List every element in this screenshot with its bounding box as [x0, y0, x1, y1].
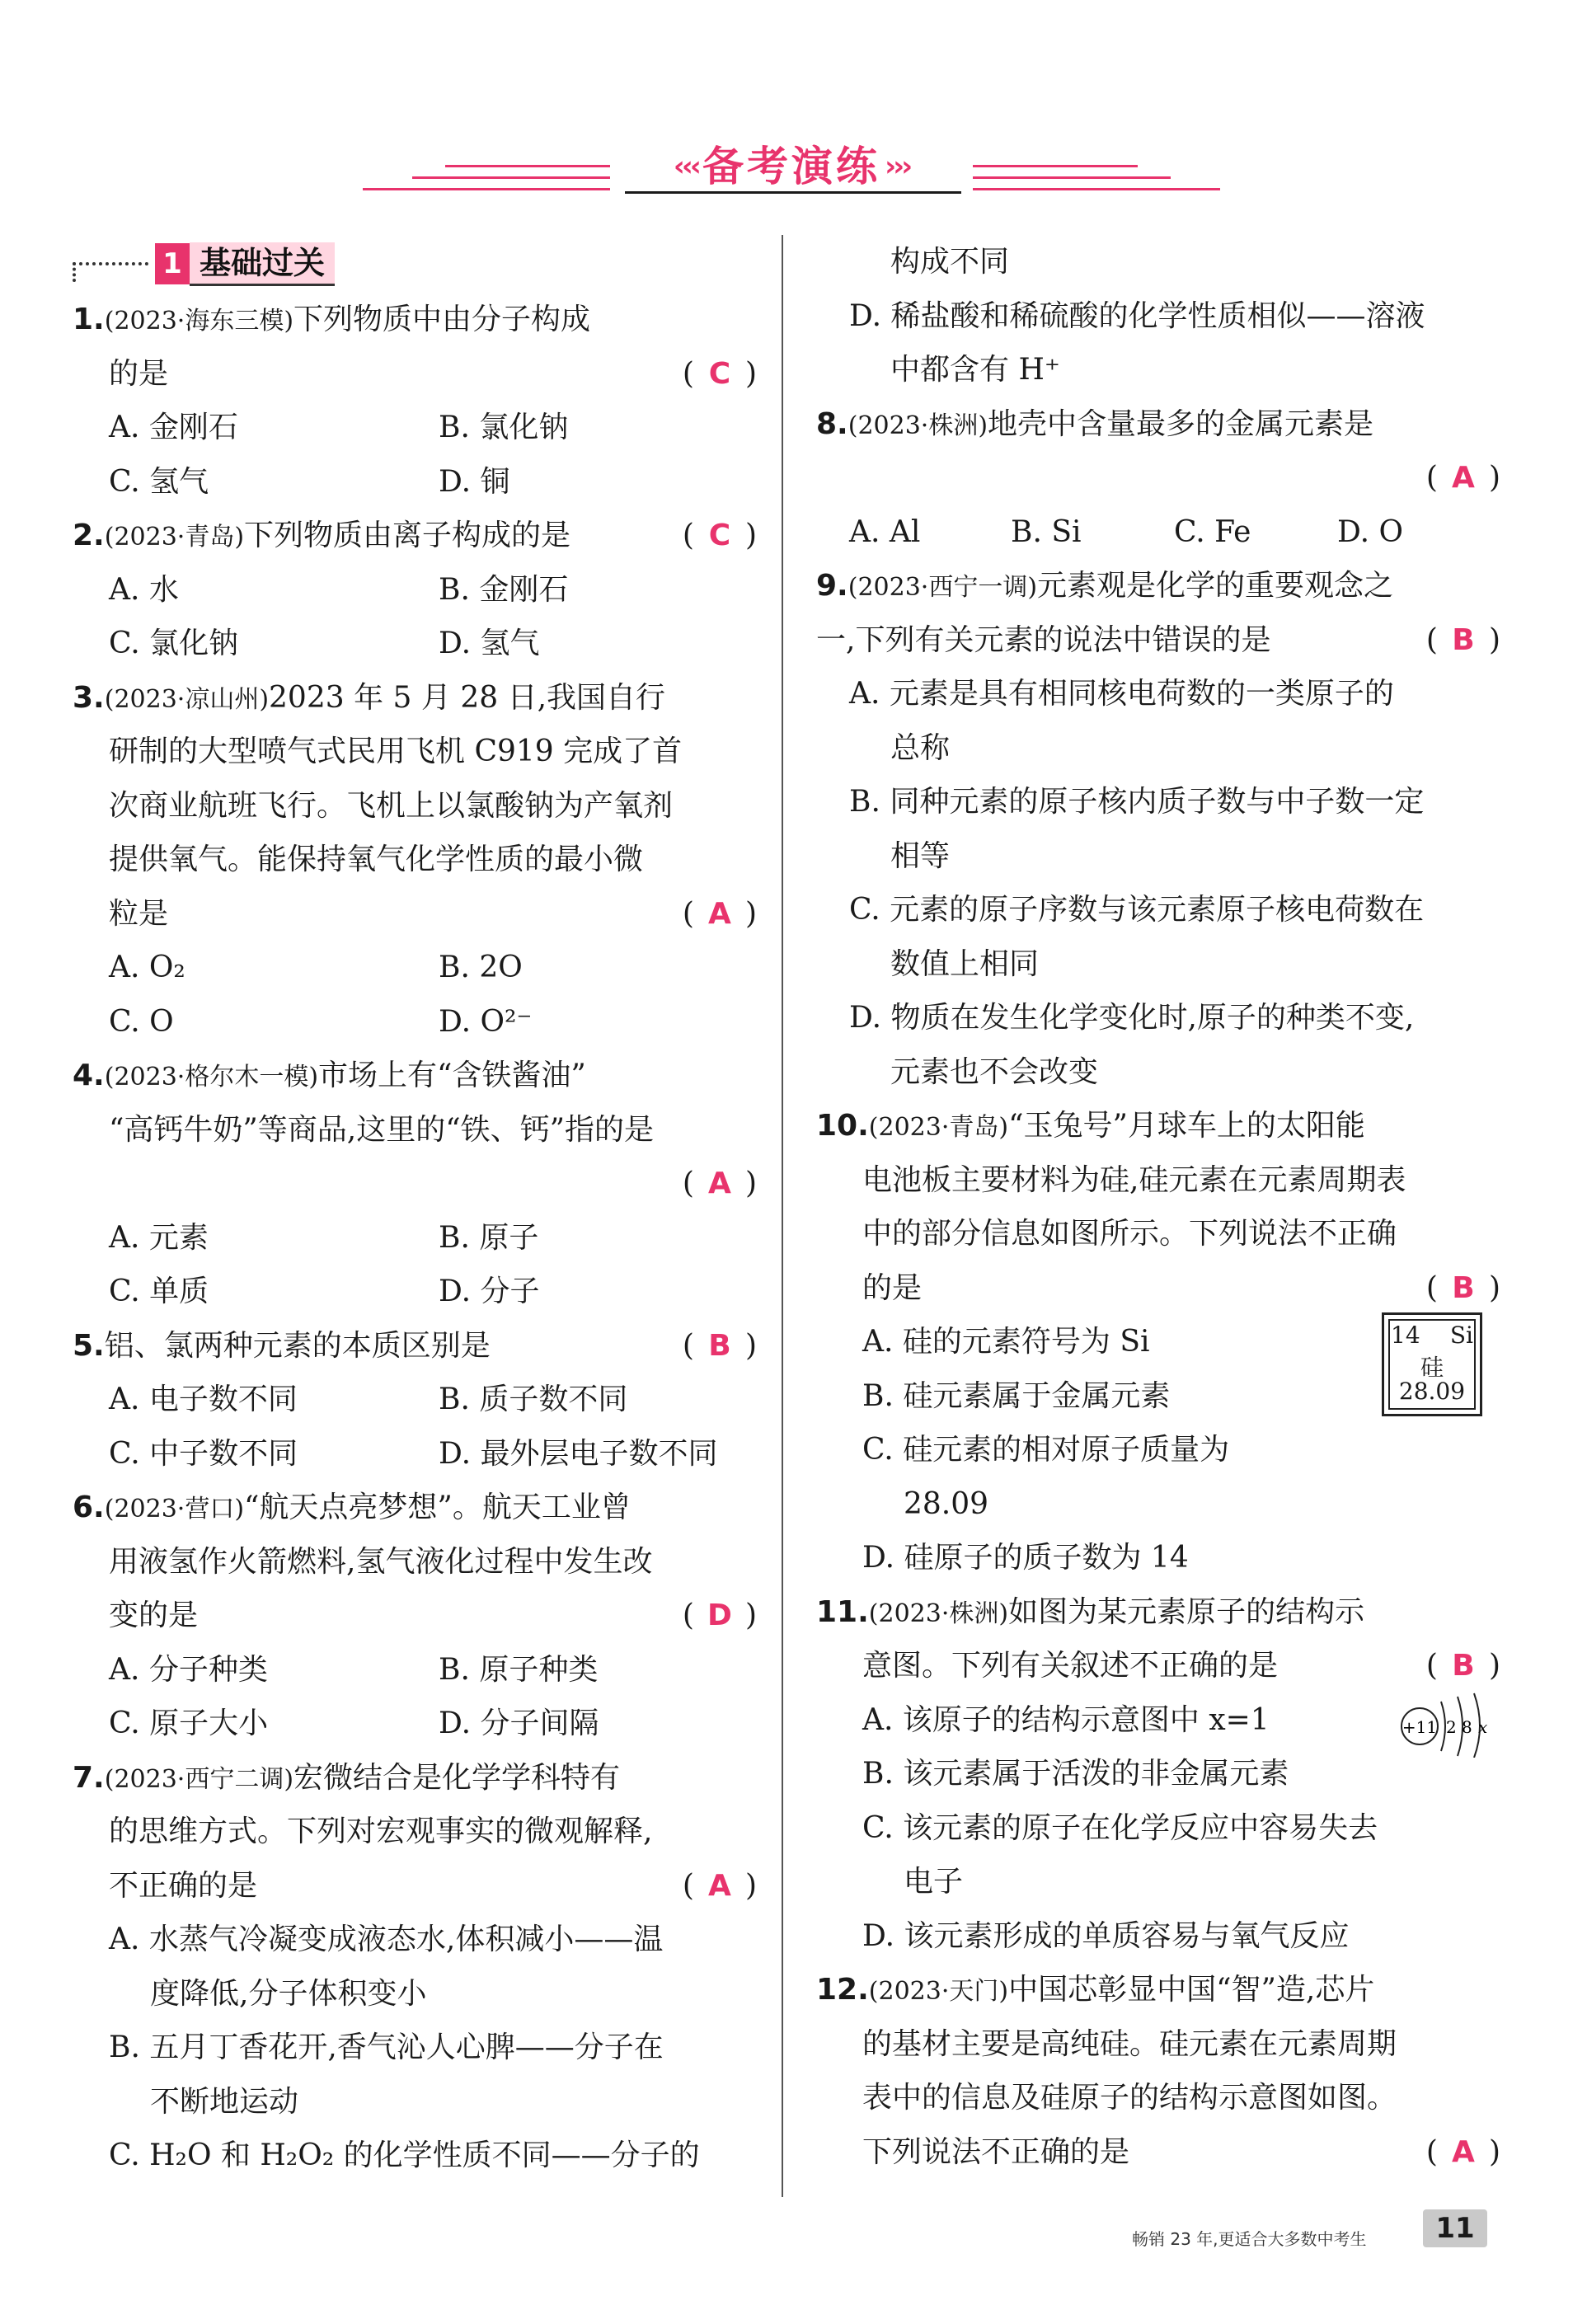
q7-line1: [73, 1751, 757, 1805]
question-source: (2023·营口): [104, 1495, 245, 1524]
question-text: “高钙牛奶”等商品,这里的“铁、钙”指的是: [109, 1112, 655, 1147]
question-number: 4.: [73, 1059, 105, 1092]
option-c-cont: 数值上相同: [890, 946, 1040, 981]
question-source: (2023·青岛): [104, 523, 245, 552]
option-a: A. Al: [849, 514, 921, 549]
question-text: 下列物质由离子构成的是: [244, 519, 571, 552]
question-number: 3.: [73, 680, 105, 715]
q4-options-ab: [73, 1211, 757, 1265]
question-text: 不正确的是: [109, 1868, 258, 1903]
option-c: C. 原子大小: [109, 1707, 269, 1740]
q9-line1: [816, 559, 1500, 613]
left-column: [73, 235, 757, 2183]
option-a-cont: 总称: [890, 730, 951, 765]
option-d: D. O: [1337, 514, 1403, 549]
option-c: C. 单质: [109, 1275, 209, 1308]
question-text: 变的是: [109, 1599, 199, 1632]
answer-letter: C: [708, 356, 731, 391]
answer-slot: ( A ): [683, 887, 757, 941]
question-source: (2023·凉山州): [104, 684, 270, 714]
answer-letter: B: [708, 1328, 731, 1363]
answer-slot: ( B ): [1426, 613, 1500, 668]
answer-letter: B: [1452, 1649, 1475, 1683]
option-d: D. 物质在发生化学变化时,原子的种类不变,: [849, 1001, 1415, 1035]
q10-line1: [816, 1099, 1500, 1153]
question-source: (2023·株洲): [847, 411, 988, 440]
q1-options-ab: [73, 401, 757, 455]
atomic-number: 14: [1391, 1322, 1420, 1349]
q9-option-d2: [816, 1045, 1500, 1100]
option-d: D. 最外层电子数不同: [439, 1436, 718, 1471]
question-source: (2023·株洲): [868, 1599, 1009, 1628]
option-d: D. 氢气: [439, 627, 540, 660]
option-d: D. 该元素形成的单质容易与氧气反应: [862, 1918, 1350, 1953]
option-a: A. 元素: [109, 1220, 209, 1255]
nucleus-charge: +11: [1402, 1717, 1438, 1737]
answer-letter: A: [708, 896, 731, 931]
q3-line5: [73, 887, 757, 941]
question-text: 意图。下列有关叙述不正确的是: [862, 1649, 1279, 1683]
q3-line4: [73, 833, 757, 887]
atom-structure-diagram: [1398, 1692, 1497, 1758]
question-text: 电池板主要材料为硅,硅元素在元素周期表: [862, 1162, 1406, 1197]
question-number: 11.: [816, 1594, 869, 1629]
question-source: (2023·西宁一调): [847, 573, 1038, 602]
question-number: 5.: [73, 1328, 105, 1363]
q11-line2: [816, 1639, 1500, 1693]
option-d: D. O²⁻: [439, 1004, 533, 1039]
option-a: A. 水: [109, 572, 179, 607]
option-d: D. 分子: [439, 1275, 540, 1308]
option-c: C. 硅元素的相对原子质量为: [862, 1433, 1230, 1467]
option-b: B. 氯化钠: [439, 411, 569, 444]
element-name: 硅: [1420, 1354, 1444, 1381]
q7-option-c2: [816, 235, 1500, 289]
periodic-element-box: [1382, 1312, 1482, 1416]
question-text: “玉兔号”月球车上的太阳能: [1008, 1109, 1365, 1143]
option-a: A. 该原子的结构示意图中 x=1: [862, 1702, 1270, 1737]
question-number: 8.: [816, 406, 848, 441]
answer-letter: B: [1452, 1270, 1475, 1305]
question-text: 的是: [109, 356, 169, 391]
q9-option-d1: [816, 991, 1500, 1045]
answer-slot: ( B ): [1426, 1639, 1500, 1693]
option-a: A. 金刚石: [109, 411, 238, 444]
q2-options-cd: [73, 617, 757, 671]
footer-slogan: 畅销 23 年,更适合大多数中考生: [1132, 2229, 1367, 2249]
q7-option-b2: [73, 2075, 757, 2129]
option-b-cont: 不断地运动: [150, 2084, 299, 2119]
question-text: 铝、氯两种元素的本质区别是: [104, 1328, 491, 1363]
atomic-mass: 28.09: [1398, 1378, 1466, 1405]
column-divider: [782, 235, 783, 2197]
q5-line1: [73, 1319, 757, 1373]
q7-option-c1: [73, 2129, 757, 2183]
q1-options-cd: [73, 455, 757, 509]
option-b: B. 同种元素的原子核内质子数与中子数一定: [849, 785, 1425, 819]
question-text: 的基材主要是高纯硅。硅元素在元素周期: [862, 2026, 1397, 2061]
question-text: 次商业航班飞行。飞机上以氯酸钠为产氧剂: [109, 788, 674, 823]
question-text: 的思维方式。下列对宏观事实的微观解释,: [109, 1815, 653, 1848]
q7-option-a2: [73, 1967, 757, 2021]
option-b: B. 2O: [439, 951, 523, 984]
q4-line3: [73, 1157, 757, 1211]
q9-option-c1: [816, 883, 1500, 937]
answer-slot: ( D ): [683, 1589, 757, 1643]
banner-title-wrap: [610, 140, 973, 198]
answer-letter: C: [708, 519, 731, 552]
chevron-left-icon: ‹‹‹: [673, 150, 698, 183]
question-text: “航天点亮梦想”。航天工业曾: [244, 1491, 631, 1524]
option-b: B. 质子数不同: [439, 1383, 628, 1416]
q1-line2: [73, 347, 757, 401]
option-c-cont: 电子: [904, 1865, 964, 1899]
question-text: 下列说法不正确的是: [862, 2134, 1130, 2169]
dotted-bracket-icon: [73, 262, 148, 282]
question-text: 的是: [862, 1270, 923, 1305]
question-text: 中的部分信息如图所示。下列说法不正确: [862, 1217, 1397, 1251]
option-d: D. 铜: [439, 464, 510, 499]
option-c: C. 中子数不同: [109, 1436, 298, 1471]
answer-letter: D: [707, 1599, 732, 1632]
answer-slot: ( B ): [1426, 1261, 1500, 1316]
q9-line2: [816, 613, 1500, 668]
option-b: B. 原子种类: [439, 1652, 599, 1687]
banner-title: 备考演练: [702, 143, 880, 190]
option-d-cont: 中都含有 H⁺: [890, 353, 1060, 387]
q1-line1: [73, 293, 757, 347]
answer-slot: ( C ): [683, 509, 757, 563]
q9-option-b2: [816, 829, 1500, 884]
option-b: B. Si: [1011, 514, 1082, 549]
q9-option-b1: [816, 775, 1500, 829]
q12-line3: [816, 2071, 1500, 2125]
question-text: 用液氢作火箭燃料,氢气液化过程中发生改: [109, 1544, 653, 1579]
question-number: 7.: [73, 1760, 105, 1795]
q11-option-d: [816, 1909, 1500, 1964]
option-d-cont: 元素也不会改变: [890, 1054, 1099, 1089]
q4-options-cd: [73, 1265, 757, 1319]
q6-options-cd: [73, 1697, 757, 1751]
option-c: C. Fe: [1174, 514, 1251, 549]
q3-options-cd: [73, 995, 757, 1049]
answer-letter: A: [708, 1167, 731, 1200]
option-b: B. 五月丁香花开,香气沁人心脾——分子在: [109, 2031, 664, 2064]
question-number: 1.: [73, 303, 105, 336]
option-c: C. O: [109, 1004, 174, 1039]
q10-line4: [816, 1261, 1500, 1316]
question-text: 提供氧气。能保持氧气化学性质的最小微: [109, 843, 644, 876]
q11-line1: [816, 1585, 1500, 1640]
q5-options-cd: [73, 1427, 757, 1481]
question-text: 市场上有“含铁酱油”: [318, 1059, 586, 1092]
option-b: B. 原子: [439, 1220, 539, 1255]
option-b: B. 硅元素属于金属元素: [862, 1378, 1171, 1413]
question-text: 地壳中含量最多的金属元素是: [988, 406, 1374, 441]
shell-3-electrons: x: [1478, 1717, 1488, 1737]
q8-options: [816, 505, 1500, 560]
q7-option-b1: [73, 2021, 757, 2075]
q2-line1: [73, 509, 757, 563]
option-c: C. H₂O 和 H₂O₂ 的化学性质不同——分子的: [109, 2139, 700, 2172]
question-text: 如图为某元素原子的结构示: [1008, 1594, 1365, 1629]
q11-option-c1: [816, 1801, 1500, 1856]
option-d: D. 稀盐酸和稀硫酸的化学性质相似——溶液: [849, 298, 1425, 333]
question-number: 2.: [73, 519, 105, 552]
q10-option-c1: [816, 1423, 1500, 1477]
q7-option-d1: [816, 289, 1500, 344]
q4-line1: [73, 1049, 757, 1103]
chevron-right-icon: ›››: [885, 150, 910, 183]
q6-line2: [73, 1535, 757, 1589]
question-source: (2023·青岛): [868, 1113, 1009, 1142]
section-title: 基础过关: [190, 242, 335, 286]
option-b: B. 该元素属于活泼的非金属元素: [862, 1757, 1289, 1791]
option-c: C. 该元素的原子在化学反应中容易失去: [862, 1810, 1378, 1845]
answer-slot: ( C ): [683, 347, 757, 401]
option-d: D. 分子间隔: [439, 1707, 599, 1740]
q2-options-ab: [73, 563, 757, 617]
q9-option-a2: [816, 721, 1500, 776]
q9-option-c2: [816, 937, 1500, 992]
answer-slot: ( A ): [683, 1859, 757, 1913]
question-text: 研制的大型喷气式民用飞机 C919 完成了首: [109, 735, 683, 768]
page-number: 11: [1423, 2209, 1487, 2247]
question-text: 宏微结合是化学学科特有: [293, 1760, 621, 1795]
question-text: 2023 年 5 月 28 日,我国自行: [269, 680, 666, 715]
answer-slot: ( A ): [683, 1157, 757, 1211]
option-a: A. O₂: [109, 951, 185, 984]
q10-line2: [816, 1153, 1500, 1208]
option-c-cont: 28.09: [904, 1486, 989, 1521]
q7-option-d2: [816, 343, 1500, 397]
option-c: C. 氯化钠: [109, 627, 239, 660]
question-number: 10.: [816, 1109, 869, 1143]
q12-line4: [816, 2125, 1500, 2180]
question-source: (2023·天门): [868, 1977, 1009, 2006]
answer-letter: A: [1452, 2134, 1475, 2169]
answer-slot: ( A ): [1426, 2125, 1500, 2180]
q11-option-c2: [816, 1855, 1500, 1909]
q6-line3: [73, 1589, 757, 1643]
q9-option-a1: [816, 667, 1500, 721]
q3-line2: [73, 725, 757, 779]
q7-line3: [73, 1859, 757, 1913]
answer-letter: B: [1452, 622, 1475, 657]
q3-line1: [73, 671, 757, 725]
answer-slot: ( A ): [1426, 451, 1500, 505]
shell-1-electrons: 2: [1446, 1717, 1457, 1737]
answer-slot: ( B ): [683, 1319, 757, 1373]
answer-letter: A: [1452, 461, 1475, 495]
q7-line2: [73, 1805, 757, 1859]
question-text: 元素观是化学的重要观念之: [1037, 569, 1394, 603]
option-b: B. 金刚石: [439, 572, 569, 607]
question-source: (2023·西宁二调): [104, 1764, 294, 1794]
section-header: [73, 235, 757, 293]
q7-option-a1: [73, 1913, 757, 1967]
shell-2-electrons: 8: [1462, 1717, 1472, 1737]
option-a: A. 元素是具有相同核电荷数的一类原子的: [849, 677, 1394, 711]
header-banner: [363, 140, 1220, 206]
q10-option-d: [816, 1531, 1500, 1585]
q10-option-c2: [816, 1477, 1500, 1532]
question-source: (2023·海东三模): [104, 307, 294, 336]
q10-line3: [816, 1207, 1500, 1261]
q6-options-ab: [73, 1643, 757, 1697]
question-source: (2023·格尔木一模): [104, 1063, 319, 1092]
answer-letter: A: [708, 1868, 731, 1903]
option-c-cont: 构成不同: [890, 245, 1010, 279]
question-text: 粒是: [109, 896, 169, 931]
question-text: 下列物质中由分子构成: [293, 303, 591, 336]
q12-line2: [816, 2017, 1500, 2072]
option-a: A. 硅的元素符号为 Si: [862, 1325, 1150, 1359]
option-b-cont: 相等: [890, 838, 951, 873]
q6-line1: [73, 1481, 757, 1535]
element-symbol: Si: [1449, 1322, 1473, 1349]
option-c: C. 氢气: [109, 464, 209, 499]
option-d: D. 硅原子的质子数为 14: [862, 1541, 1189, 1575]
question-number: 9.: [816, 569, 848, 603]
question-number: 12.: [816, 1973, 869, 2007]
right-column: [816, 235, 1500, 2179]
section-number: 1: [155, 243, 190, 284]
question-text: 中国芯彰显中国“智”造,芯片: [1008, 1973, 1375, 2007]
option-a-cont: 度降低,分子体积变小: [150, 1976, 427, 2011]
question-text: 一,下列有关元素的说法中错误的是: [816, 622, 1271, 657]
option-c: C. 元素的原子序数与该元素原子核电荷数在: [849, 893, 1425, 927]
option-a: A. 水蒸气冷凝变成液态水,体积减小——温: [109, 1923, 664, 1956]
option-a: A. 电子数不同: [109, 1383, 298, 1416]
q8-line2: [816, 451, 1500, 505]
question-number: 6.: [73, 1491, 105, 1524]
q8-line1: [816, 397, 1500, 452]
q3-options-ab: [73, 941, 757, 995]
question-text: 表中的信息及硅原子的结构示意图如图。: [862, 2081, 1397, 2115]
q5-options-ab: [73, 1373, 757, 1427]
q12-line1: [816, 1963, 1500, 2017]
q4-line2: [73, 1103, 757, 1157]
option-a: A. 分子种类: [109, 1652, 268, 1687]
q3-line3: [73, 779, 757, 833]
